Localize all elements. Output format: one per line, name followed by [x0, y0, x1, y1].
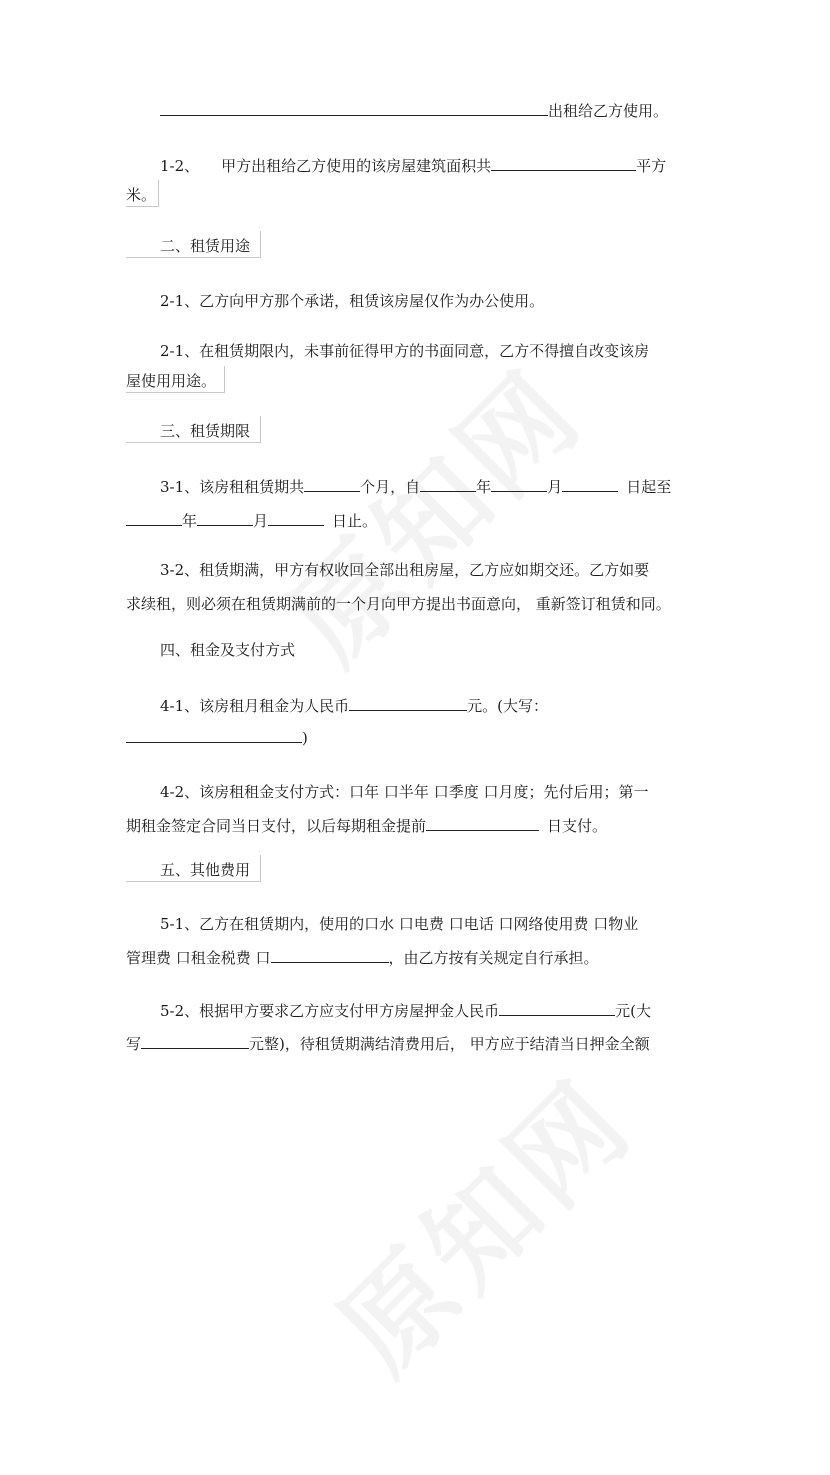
blank-end-day [268, 510, 324, 526]
heading-section-5: 五、其他费用 [160, 861, 251, 879]
frame-heading-5 [126, 855, 261, 882]
clause-2-1a: 2-1、乙方向甲方那个承诺，租赁该房屋仅作为办公使用。 [160, 292, 545, 310]
clause-1-2-continued: 米。 [126, 186, 157, 204]
clause-2-1b-line1: 2-1、在租赁期限内，未事前征得甲方的书面同意，乙方不得擅自改变该房 [160, 342, 650, 360]
blank-monthly-rent [349, 695, 467, 711]
clause-4-2-line2 [126, 815, 607, 836]
clause-4-2-prefix: 期租金签定合同当日支付，以后每期租金提前 [126, 817, 427, 835]
clause-3-1-day-start: 日起至 [626, 478, 672, 496]
blank-deposit [499, 1000, 615, 1016]
blank-area [491, 155, 636, 171]
blank-end-month [197, 510, 253, 526]
clause-4-1-prefix: 4-1、该房租月租金为人民币 [160, 697, 350, 715]
clause-5-1-prefix: 管理费 口租金税费 口 [126, 949, 271, 967]
clause-3-1-day-end: 日止。 [332, 512, 378, 530]
blank-start-year [420, 476, 476, 492]
clause-4-1-close: ) [302, 729, 308, 747]
clause-3-2-line2: 求续租，则必须在租赁期满前的一个月向甲方提出书面意向， 重新签订租赁和同。 [126, 595, 671, 613]
clause-3-1-months: 个月，自 [360, 478, 421, 496]
blank-address [160, 100, 548, 116]
clause-1-2-unit: 平方 [636, 157, 667, 175]
blank-advance-days [426, 815, 539, 831]
clause-4-1-suffix: 元。(大写： [467, 697, 549, 715]
blank-start-month [491, 476, 547, 492]
clause-1-2-label: 1-2、 [160, 157, 200, 175]
clause-5-2-line1 [160, 1000, 651, 1021]
clause-4-1-line2 [126, 727, 308, 748]
blank-deposit-in-words [141, 1033, 249, 1049]
clause-3-2-line1: 3-2、租赁期满，甲方有权收回全部出租房屋，乙方应如期交还。乙方如要 [160, 561, 650, 579]
clause-1-2-text: 甲方出租给乙方使用的该房屋建筑面积共 [221, 157, 492, 175]
clause-5-2-line2-suffix: 元整)，待租赁期满结清费用后， 甲方应于结清当日押金全额 [249, 1035, 650, 1053]
blank-rent-in-words [126, 727, 302, 743]
clause-1-1-tail [160, 100, 668, 121]
blank-start-day [562, 476, 618, 492]
clause-3-1-year2: 年 [182, 512, 198, 530]
clause-5-2-line2 [126, 1033, 650, 1054]
frame-heading-3 [126, 416, 261, 443]
clause-3-1-prefix: 3-1、该房租租赁期共 [160, 478, 305, 496]
frame-heading-2 [126, 231, 261, 258]
clause-3-1-month2: 月 [253, 512, 269, 530]
heading-section-2: 二、租赁用途 [160, 237, 251, 255]
clause-5-2-prefix: 5-2、根据甲方要求乙方应支付甲方房屋押金人民币 [160, 1002, 500, 1020]
clause-3-1-line1 [160, 476, 671, 497]
clause-1-2 [160, 155, 666, 176]
clause-4-1-line1 [160, 695, 548, 716]
frame-mark [126, 366, 225, 393]
clause-3-1-month: 月 [547, 478, 563, 496]
clause-5-1-line2 [126, 947, 599, 968]
blank-end-year [126, 510, 182, 526]
clause-2-1b-line2: 屋使用用途。 [126, 372, 217, 390]
clause-5-2-line2-prefix: 写 [126, 1035, 142, 1053]
blank-months [304, 476, 360, 492]
heading-section-4: 四、租金及支付方式 [160, 641, 296, 659]
clause-4-2-suffix: 日支付。 [547, 817, 608, 835]
clause-3-1-year: 年 [476, 478, 492, 496]
clause-5-1-suffix: ，由乙方按有关规定自行承担。 [388, 949, 599, 967]
clause-5-1-line1: 5-1、乙方在租赁期内，使用的口水 口电费 口电话 口网络使用费 口物业 [160, 915, 639, 933]
clause-5-2-suffix: 元(大 [615, 1002, 652, 1020]
blank-other-fee [271, 947, 389, 963]
clause-4-2-line1: 4-2、该房租租金支付方式：口年 口半年 口季度 口月度；先付后用；第一 [160, 783, 649, 801]
clause-3-1-line2 [126, 510, 377, 531]
heading-section-3: 三、租赁期限 [160, 422, 251, 440]
frame-mark [126, 180, 159, 207]
text-lease-to-tenant: 出租给乙方使用。 [548, 102, 669, 120]
